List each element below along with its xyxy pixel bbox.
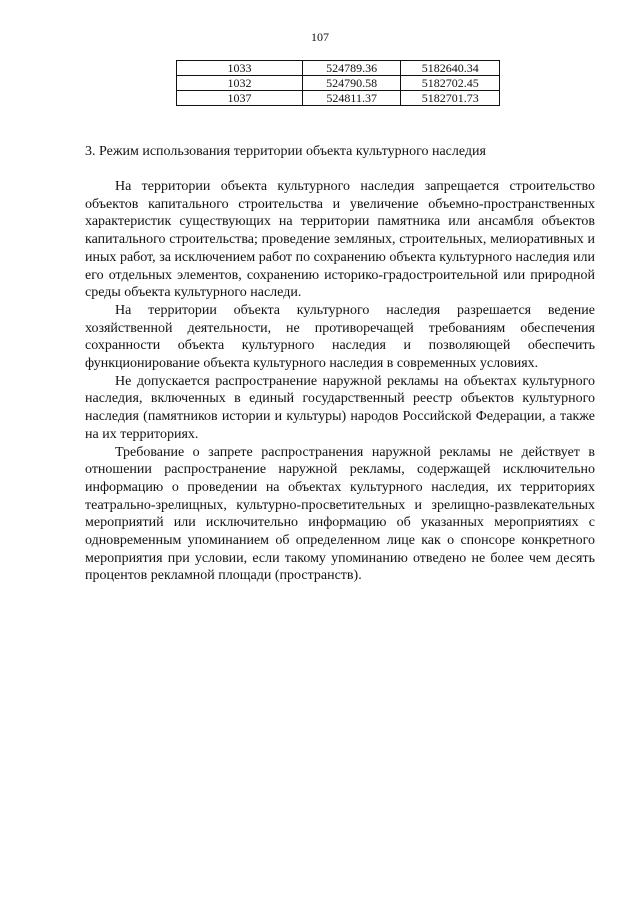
table-row xyxy=(177,76,500,91)
y-coordinate-cell: 5182702.45 xyxy=(401,76,500,91)
section-heading: 3. Режим использования территории объекта культурного наследия xyxy=(85,144,486,159)
y-coordinate-cell: 5182640.34 xyxy=(401,61,500,76)
point-number-cell: 1032 xyxy=(177,76,303,91)
x-coordinate-cell: 524789.36 xyxy=(302,61,401,76)
section-body xyxy=(85,178,595,585)
point-number-cell: 1037 xyxy=(177,91,303,106)
coordinates-table xyxy=(176,60,500,106)
paragraph: На территории объекта культурного наследия разрешается ведение хозяйственной деятельности, не противоречащей требованиям обеспечения сохранности объекта культурного наследия и позволяющей обеспечить функционирование объекта культурного наследия в современных условиях. xyxy=(85,302,595,372)
paragraph: Требование о запрете распространения наружной рекламы не действует в отношении распространение наружной рекламы, содержащей исключительно информацию о проведении на объектах культурного наследия, их территориях театрально-зрелищных, культурно-просветительных и зрелищно-развлекательных мероприятий или исключительно информацию об указанных мероприятиях с одновременным упоминанием об определенном лице как о спонсоре конкретного мероприятия при условии, если такому упоминанию отведено не более чем десять процентов рекламной площади (пространств). xyxy=(85,444,595,584)
table-row xyxy=(177,61,500,76)
paragraph: На территории объекта культурного наследия запрещается строительство объектов капитального строительства и увеличение объемно-пространственных характеристик существующих на территории памятника или ансамбля объектов капитального строительства; проведение земляных, строительных, мелиоративных и иных работ, за исключением работ по сохранению объекта культурного наследия или его отдельных элементов, сохранению историко-градостроительной или природной среды объекта культурного наследи. xyxy=(85,179,595,301)
x-coordinate-cell: 524790.58 xyxy=(302,76,401,91)
page-number: 107 xyxy=(311,30,329,44)
point-number-cell: 1033 xyxy=(177,61,303,76)
paragraph: Не допускается распространение наружной рекламы на объектах культурного наследия, включенных в единый государственный реестр объектов культурного наследия (памятников истории и культуры) народов Российской Федерации, а также на их территориях. xyxy=(85,373,595,442)
table-row xyxy=(177,91,500,106)
x-coordinate-cell: 524811.37 xyxy=(302,91,401,106)
y-coordinate-cell: 5182701.73 xyxy=(401,91,500,106)
